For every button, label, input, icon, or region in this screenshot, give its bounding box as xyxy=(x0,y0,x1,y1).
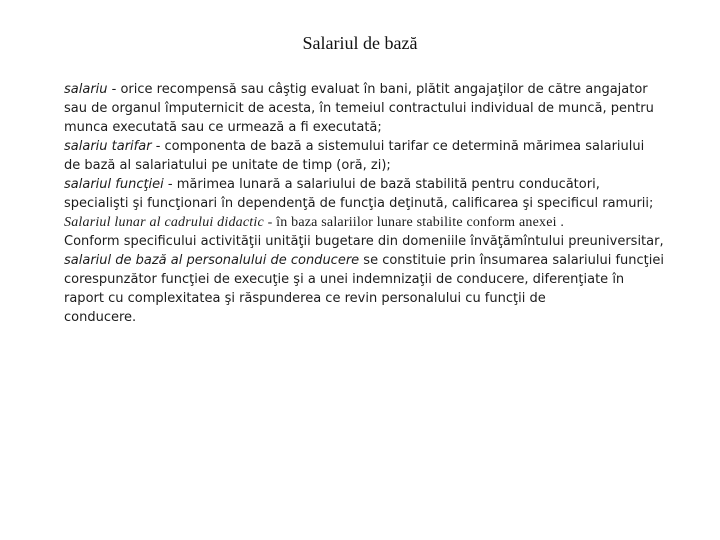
definition-salariu-tarifar xyxy=(64,137,664,175)
term-salariu: salariu xyxy=(64,82,108,97)
slide-body xyxy=(64,80,664,327)
term-salariu-tarifar: salariu tarifar xyxy=(64,139,152,154)
definition-salariul-functiei xyxy=(64,175,664,213)
definition-salariul-functiei-text: - mărimea lunară a salariului de bază stabilită pentru conducători, specialişti şi funcţionari în dependenţă de funcţia deţinută, calificarea şi specificul ramurii; xyxy=(64,177,654,211)
definition-salariu-text: - orice recompensă sau câştig evaluat în bani, plătit angajaţilor de către angajator sau de organul împuternicit de acesta, în temeiul contractului individual de muncă, pentru munca executată sau ce urmează a fi executată; xyxy=(64,82,654,135)
slide-title: Salariul de bază xyxy=(302,33,418,53)
definition-salariu-tarifar-text: - componenta de bază a sistemului tarifar ce determină mărimea salariului de bază al salariatului pe unitate de timp (oră, zi); xyxy=(64,139,645,173)
definition-salariul-lunar-didactic xyxy=(64,213,664,232)
term-salariul-lunar-didactic: Salariul lunar al cadrului didactic xyxy=(64,215,264,230)
paragraph-personal-conducere-rest: se constituie prin însumarea salariului funcţiei corespunzător funcţiei de execuţie şi a unei indemnizaţii de conducere, diferenţiate în raport cu complexitatea şi răspunderea ce revin personalului cu funcţii de xyxy=(64,253,664,306)
term-salariul-functiei: salariul funcţiei xyxy=(64,177,164,192)
paragraph-personal-conducere xyxy=(64,232,664,308)
definition-salariu xyxy=(64,80,664,137)
paragraph-personal-conducere-lead: Conform specificului activităţii unităţii bugetare din domeniile învăţămîntului preuniversitar, xyxy=(64,234,664,249)
term-salariul-personal-conducere: salariul de bază al personalului de conducere xyxy=(64,253,360,268)
paragraph-last-word: conducere. xyxy=(64,310,137,325)
definition-salariul-lunar-didactic-text: - în baza salariilor lunare stabilite conform anexei . xyxy=(263,215,565,230)
